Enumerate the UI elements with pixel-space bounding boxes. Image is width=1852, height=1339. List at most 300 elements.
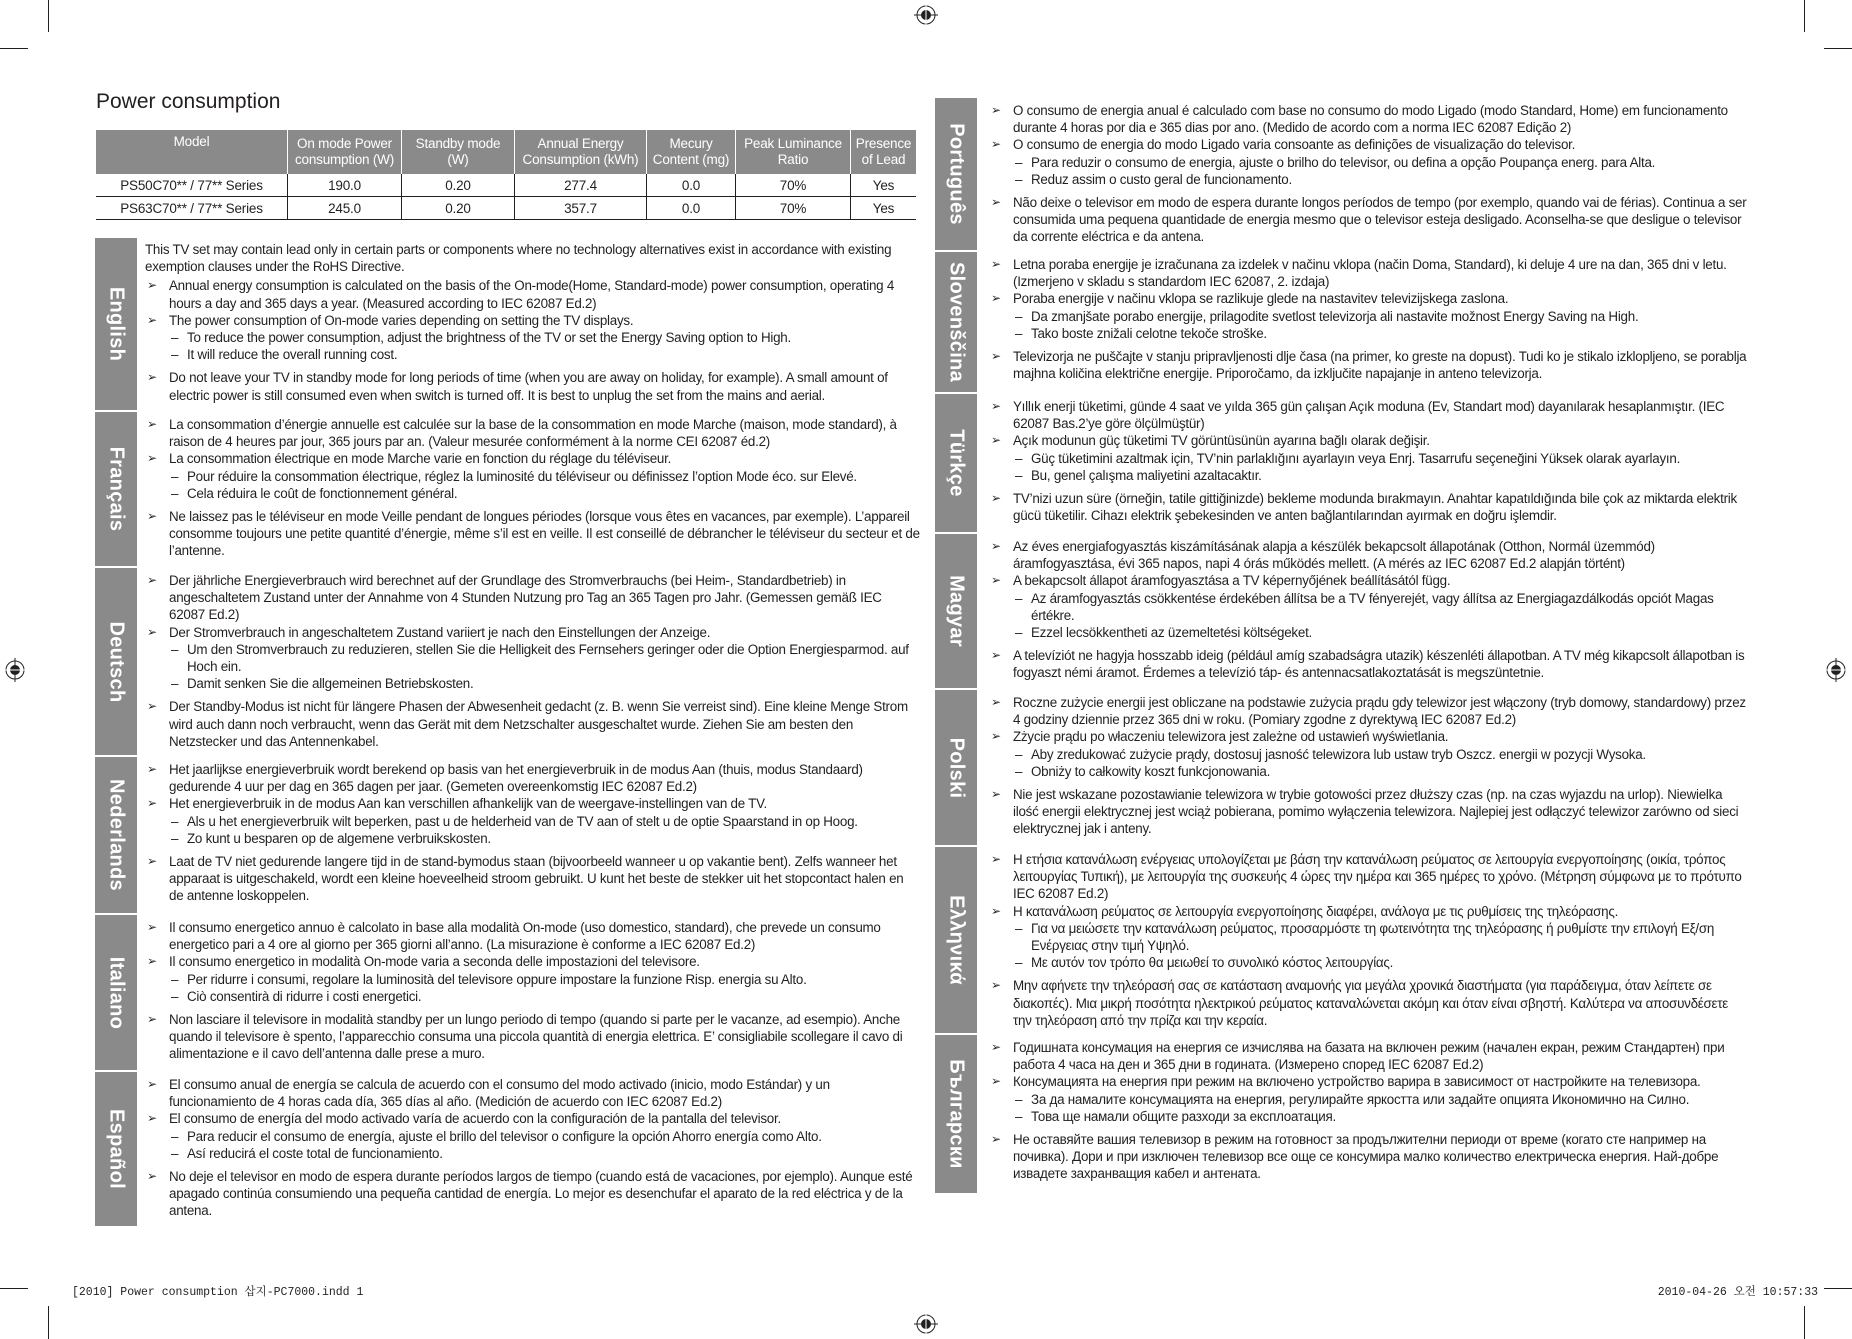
- sub-item-text: Για να μειώσετε την κατανάλωση ρεύματος, προσαρμόστε τη φωτεινότητα της τηλεόρασης ή ρυθμίστε την επιλογή Εξ/ση Ενέργειας στην τιμή Υψηλό.: [1031, 920, 1715, 954]
- item-text: TV’nizi uzun süre (örneğin, tatile gittiğinizde) bekleme modunda bırakmayın. Anahtar kapatıldığında bile çok az miktarda elektrik gücü tüketilir. Cihazı elektrik şebekesinden ve anten bağlantılarından ayırmak en doğru işlemdir.: [1013, 491, 1737, 524]
- sub-item: [145, 329, 920, 346]
- section-deutsch: [95, 568, 920, 755]
- sub-item-text: Aby zredukować zużycie prądy, dostosuj jasność telewizora lub ustaw tryb Oszcz. energii w pozycji Wysoka.: [1031, 746, 1646, 762]
- section-body: [145, 416, 920, 560]
- item-text: Do not leave your TV in standby mode for long periods of time (when you are away on holiday, for example). A small amount of electric power is still consumed even when switch is turned off. It is best to unplug the set from the mains and aerial.: [169, 370, 888, 403]
- sub-item: [145, 971, 920, 988]
- list-item: [989, 256, 1750, 290]
- item-text: Μην αφήνετε την τηλεόρασή σας σε κατάσταση αναμονής για μεγάλα χρονικά διαστήματα (για παράδειγμα, όταν λείπετε σε διακοπές). Μια μικρή ποσότητα ηλεκτρικού ρεύματος καταναλώνεται ακόμη και όταν είναι σβηστή. Καλύτερα να αποσυνδέσετε την τηλεόραση από την πρίζα και την κεραία.: [1013, 978, 1729, 1028]
- sub-item: [989, 450, 1750, 467]
- dash-icon: –: [1015, 1108, 1023, 1124]
- bullet-arrow-icon: ➢: [991, 491, 1001, 506]
- language-tab-label: Български: [945, 1059, 968, 1169]
- sub-item: [989, 624, 1750, 641]
- list-item: [989, 694, 1750, 728]
- language-tab-slovenscina: [935, 252, 977, 392]
- list-item: [145, 277, 920, 311]
- item-text: Не оставяйте вашия телевизор в режим на готовност за продължителни периоди от време (когато сте например на почивка). Дори и при изключен телевизор все още се консумира малко количество електрическа енергия. Най-добре извадете захранващия кабел и антената.: [1013, 1132, 1719, 1182]
- list-item: [145, 416, 920, 450]
- section-francais: [95, 412, 920, 566]
- list-item: [145, 698, 920, 750]
- crop-mark-bottom-right-horizontal: [1824, 1288, 1852, 1289]
- header-label: Standby mode: [415, 136, 501, 151]
- item-text: Der Stromverbrauch in angeschaltetem Zustand variiert je nach den Einstellungen der Anzeige.: [169, 624, 711, 640]
- item-text: Консумацията на енергия при режим на включено устройство варира в зависимост от настройките на телевизора.: [1013, 1074, 1701, 1090]
- sub-item-text: Para reducir el consumo de energía, ajuste el brillo del televisor o configure la opción Ahorro energía como Alto.: [187, 1128, 822, 1144]
- language-tab-label: Polski: [945, 737, 968, 798]
- list-item: [989, 786, 1750, 838]
- list-item: [145, 1076, 920, 1110]
- cell-on-mode-power: 190.0: [288, 174, 402, 197]
- bullet-arrow-icon: ➢: [147, 796, 157, 811]
- language-tab-english: [95, 238, 137, 410]
- header-annual-energy: [515, 130, 647, 174]
- dash-icon: –: [1015, 746, 1023, 762]
- bullet-arrow-icon: ➢: [147, 1169, 157, 1184]
- header-on-mode-power: [288, 130, 402, 174]
- sub-item: [989, 308, 1750, 325]
- dash-icon: –: [1015, 955, 1023, 971]
- dash-icon: –: [1015, 763, 1023, 779]
- header-label: Model: [173, 134, 210, 149]
- list-item: [145, 1168, 920, 1220]
- crop-mark-bottom-right-vertical: [1804, 1306, 1805, 1339]
- sub-item: [989, 171, 1750, 188]
- sub-item-text: За да намалите консумацията на енергия, регулирайте яркостта или задайте опцията Икономично на Силно.: [1031, 1091, 1690, 1107]
- section-italiano: [95, 915, 920, 1070]
- cell-on-mode-power: 245.0: [288, 197, 402, 220]
- bullet-arrow-icon: ➢: [147, 509, 157, 524]
- item-text: Nie jest wskazane pozostawianie telewizora w trybie gotowości przez dłuższy czas (np. na czas wyjazdu na urlop). Niewielka ilość energii elektrycznej jest wciąż pobierana, pomimo wyłączenia telewizora. Najlepiej jest odłączyć telewizor zarówno od sieci elektrycznej jak i anteny.: [1013, 787, 1739, 837]
- sub-item-text: Als u het energieverbruik wilt beperken, past u de helderheid van de TV aan of stelt u de optie Spaarstand in op Hoog.: [187, 813, 858, 829]
- section-magyar: [935, 534, 1750, 688]
- list-item: [145, 795, 920, 812]
- item-text: Het jaarlijkse energieverbruik wordt berekend op basis van het energieverbruik in de modus Aan (thuis, modus Standaard) gedurende 4 uur per dag en 365 dagen per jaar. (Gemeten overeenkomstig IEC 62087 Ed.2): [169, 762, 863, 795]
- list-item: [145, 853, 920, 905]
- sub-item-text: Ezzel lecsökkentheti az üzemeltetési költségeket.: [1031, 625, 1313, 641]
- list-item: [989, 1073, 1750, 1090]
- sub-item: [989, 1108, 1750, 1125]
- cell-peak-luminance: 70%: [736, 174, 851, 197]
- cell-annual-energy: 277.4: [515, 174, 647, 197]
- dash-icon: –: [171, 1128, 179, 1144]
- bullet-arrow-icon: ➢: [991, 195, 1001, 210]
- bullet-arrow-icon: ➢: [991, 978, 1001, 993]
- sub-item-text: Reduz assim o custo geral de funcionamento.: [1031, 171, 1292, 187]
- section-body: [145, 1076, 920, 1220]
- dash-icon: –: [171, 988, 179, 1004]
- item-text: Annual energy consumption is calculated on the basis of the On-mode(Home, Standard-mode) power consumption, operating 4 hours a day and 365 days a year. (Measured according to IEC 62087 Ed.2): [169, 278, 895, 311]
- bullet-arrow-icon: ➢: [991, 257, 1001, 271]
- list-item: [145, 919, 920, 953]
- sub-item-text: It will reduce the overall running cost.: [187, 347, 398, 363]
- registration-mark-icon: [914, 3, 938, 27]
- dash-icon: –: [1015, 625, 1023, 641]
- cell-mercury: 0.0: [647, 197, 736, 220]
- sub-item: [989, 590, 1750, 624]
- language-tab-label: Slovenščina: [945, 261, 968, 383]
- item-text: Il consumo energetico in modalità On-mode varia a seconda delle impostazioni del televisore.: [169, 954, 700, 970]
- section-slovenscina: [935, 252, 1750, 392]
- sub-item: [145, 346, 920, 363]
- bullet-arrow-icon: ➢: [991, 1074, 1001, 1089]
- sub-item: [145, 813, 920, 830]
- list-item: [145, 450, 920, 467]
- language-tab-label: Español: [105, 1109, 128, 1189]
- language-tab-label: English: [105, 286, 128, 362]
- language-tab-label: Italiano: [105, 956, 128, 1029]
- registration-mark-icon: [1824, 658, 1848, 682]
- list-item: [145, 508, 920, 560]
- cell-peak-luminance: 70%: [736, 197, 851, 220]
- item-text: Il consumo energetico annuo è calcolato in base alla modalità On-mode (uso domestico, standard), che prevede un consumo energetico pari a 4 ore al giorno per 365 giorni all’anno. (La misurazione è conforme a IEC 62087 Ed.2): [169, 920, 881, 953]
- bullet-arrow-icon: ➢: [147, 920, 157, 934]
- table-header-row: [96, 130, 916, 174]
- section-espanol: [95, 1072, 920, 1226]
- item-text: Het energieverbruik in de modus Aan kan verschillen afhankelijk van de weergave-instellingen van de TV.: [169, 796, 768, 812]
- header-presence-of-lead: [851, 130, 917, 174]
- sub-item: [145, 485, 920, 502]
- dash-icon: –: [1015, 467, 1023, 483]
- section-body: [989, 538, 1750, 682]
- list-item: [145, 1011, 920, 1063]
- list-item: [989, 136, 1750, 153]
- list-item: [145, 953, 920, 970]
- list-item: [145, 312, 920, 329]
- header-label: (W): [447, 152, 469, 167]
- item-text: Ne laissez pas le téléviseur en mode Veille pendant de longues périodes (lorsque vous êtes en vacances, par exemple). L’appareil consomme toujours une petite quantité d’énergie, même s’il est en veille. Il est conseillé de débrancher le téléviseur du secteur et de l’antenne.: [169, 509, 920, 559]
- header-label: Peak Luminance: [744, 136, 842, 151]
- section-body: [145, 761, 920, 905]
- crop-mark-top-left-horizontal: [0, 48, 28, 49]
- header-label: Ratio: [777, 152, 809, 167]
- language-tab-label: Deutsch: [105, 620, 128, 703]
- item-text: Yıllık enerji tüketimi, günde 4 saat ve yılda 365 gün çalışan Açık moduna (Ev, Standart mod) dayanılarak hesaplanmıştır. (IEC 62087 Bas.2’ye göre ölçülmüştür): [1013, 399, 1725, 432]
- bullet-arrow-icon: ➢: [991, 573, 1001, 588]
- header-label: Consumption (kWh): [522, 152, 639, 167]
- dash-icon: –: [171, 813, 179, 829]
- item-text: El consumo anual de energía se calcula de acuerdo con el consumo del modo activado (inicio, modo Estándar) y un funcionamiento de 4 horas cada día, 365 días al año. (Medición de acuerdo con IEC 62087 Ed.2): [169, 1077, 830, 1110]
- list-item: [989, 538, 1750, 572]
- list-item: [989, 490, 1750, 524]
- list-item: [989, 102, 1750, 136]
- bullet-arrow-icon: ➢: [991, 433, 1001, 448]
- item-text: El consumo de energía del modo activado varía de acuerdo con la configuración de la pantalla del televisor.: [169, 1111, 781, 1127]
- item-text: A bekapcsolt állapot áramfogyasztása a TV képernyőjének beállításától függ.: [1013, 573, 1451, 589]
- sub-item: [989, 1091, 1750, 1108]
- crop-mark-top-right-horizontal: [1824, 48, 1852, 49]
- sub-item-text: Para reduzir o consumo de energia, ajuste o brilho do televisor, ou defina a opção Poupança energ. para Alta.: [1031, 154, 1656, 170]
- sub-item-text: Da zmanjšate porabo energije, prilagodite svetlost televizorja ali nastavite možnost Energy Saving na High.: [1031, 308, 1639, 324]
- list-item: [989, 728, 1750, 745]
- language-tab-label: Magyar: [945, 575, 968, 647]
- list-item: [145, 369, 920, 403]
- header-model: [96, 130, 288, 174]
- list-item: [989, 647, 1750, 681]
- sub-item-text: Cela réduira le coût de fonctionnement général.: [187, 485, 458, 501]
- bullet-arrow-icon: ➢: [991, 648, 1001, 663]
- item-text: Non lasciare il televisore in modalità standby per un lungo periodo di tempo (quando si parte per le vacanze, ad esempio). Anche quando il televisore è spento, l’apparecchio consuma una piccola quantità di energia elettrica. E’ consigliabile scollegare il cavo di alimentazione e il cavo dell’antenna dalle prese a muro.: [169, 1012, 903, 1062]
- bullet-arrow-icon: ➢: [991, 852, 1001, 866]
- sub-item-text: Um den Stromverbrauch zu reduzieren, stellen Sie die Helligkeit des Fernsehers geringer oder die Option Energiesparmod. auf Hoch ein.: [187, 641, 909, 675]
- section-body: [989, 102, 1750, 246]
- bullet-arrow-icon: ➢: [147, 954, 157, 969]
- sub-item-text: Bu, genel çalışma maliyetini azaltacaktır.: [1031, 467, 1262, 483]
- sub-item: [989, 920, 1750, 954]
- table-row: [96, 174, 916, 197]
- sub-item-text: Zo kunt u besparen op de algemene verbruikskosten.: [187, 830, 491, 846]
- dash-icon: –: [171, 347, 179, 363]
- dash-icon: –: [171, 468, 179, 484]
- cell-model: PS50C70** / 77** Series: [96, 174, 288, 197]
- section-portugues: [935, 98, 1750, 250]
- section-nederlands: [95, 757, 920, 913]
- item-text: No deje el televisor en modo de espera durante períodos largos de tiempo (cuando está de vacaciones, por ejemplo). Aunque esté apagado continúa consumiendo una pequeña cantidad de energía. Lo mejor es desenchufar el aparato de la red eléctrica y de la antena.: [169, 1169, 913, 1219]
- sub-item: [145, 830, 920, 847]
- dash-icon: –: [171, 330, 179, 346]
- sub-item: [145, 675, 920, 692]
- bullet-arrow-icon: ➢: [991, 695, 1001, 709]
- item-text: Poraba energije v načinu vklopa se razlikuje glede na nastavitev televizijskega zaslona.: [1013, 291, 1509, 307]
- section-body: [145, 241, 920, 404]
- dash-icon: –: [171, 485, 179, 501]
- section-polski: [935, 690, 1750, 845]
- list-item: [989, 903, 1750, 920]
- sub-item-text: Με αυτόν τον τρόπο θα μειωθεί το συνολικό κόστος λειτουργίας.: [1031, 955, 1394, 971]
- cell-annual-energy: 357.7: [515, 197, 647, 220]
- bullet-arrow-icon: ➢: [147, 451, 157, 466]
- section-english: [95, 238, 920, 410]
- language-tab-balgarski: [935, 1035, 977, 1193]
- cell-model: PS63C70** / 77** Series: [96, 197, 288, 220]
- item-text: Não deixe o televisor em modo de espera durante longos períodos de tempo (por exemplo, quando vai de férias). Continua a ser consumida uma pequena quantidade de energia mesmo que o televisor esteja desligado. Aconselha-se que desligue o televisor da corrente eléctrica e da antena.: [1013, 195, 1747, 245]
- sub-item: [989, 954, 1750, 971]
- cell-lead: Yes: [851, 197, 917, 220]
- item-text: Az éves energiafogyasztás kiszámításának alapja a készülék bekapcsolt állapotának (Otthon, Normál üzemmód) áramfogyasztása, évi 365 napos, napi 4 órás működés mellett. (A mérés az IEC 62087 Ed.2 alapján történt): [1013, 539, 1655, 572]
- bullet-arrow-icon: ➢: [991, 291, 1001, 306]
- dash-icon: –: [1015, 920, 1023, 936]
- item-text: Roczne zużycie energii jest obliczane na podstawie zużycia prądu gdy telewizor jest włączony (tryb domowy, standardowy) przez 4 godziny dziennie przez 365 dni w roku. (Pomiary zgodne z dyrektywą IEC 62087 Ed.2): [1013, 695, 1746, 728]
- list-item: [145, 761, 920, 795]
- section-body: [989, 851, 1750, 1029]
- dash-icon: –: [1015, 154, 1023, 170]
- dash-icon: –: [171, 830, 179, 846]
- language-tab-ellinika: [935, 847, 977, 1033]
- bullet-arrow-icon: ➢: [991, 787, 1001, 802]
- sub-item: [145, 641, 920, 675]
- sub-item-text: Damit senken Sie die allgemeinen Betriebskosten.: [187, 676, 474, 692]
- bullet-arrow-icon: ➢: [991, 729, 1001, 744]
- dash-icon: –: [171, 641, 179, 657]
- dash-icon: –: [1015, 450, 1023, 466]
- bullet-arrow-icon: ➢: [147, 417, 157, 431]
- dash-icon: –: [171, 1145, 179, 1161]
- sub-item-text: Per ridurre i consumi, regolare la luminosità del televisore oppure impostare la funzione Risp. energia su Alto.: [187, 971, 807, 987]
- item-text: Der jährliche Energieverbrauch wird berechnet auf der Grundlage des Stromverbrauchs (bei Heim-, Standardbetrieb) in angeschaltetem Zustand unter der Annahme von 4 Stunden Nutzung pro Tag an 365 Tagen pro Jahr. (Gemessen gemäß IEC 62087 Ed.2): [169, 573, 882, 623]
- item-text: Açık modunun güç tüketimi TV görüntüsünün ayarına bağlı olarak değişir.: [1013, 433, 1430, 449]
- sub-item-text: Tako boste znižali celotne tekoče stroške.: [1031, 325, 1267, 341]
- sub-item-text: Obniży to całkowity koszt funkcjonowania.: [1031, 763, 1271, 779]
- list-item: [145, 624, 920, 641]
- cell-mercury: 0.0: [647, 174, 736, 197]
- sub-item: [145, 1128, 920, 1145]
- section-body: [145, 572, 920, 750]
- header-label: On mode Power: [297, 136, 392, 151]
- footer-timestamp: 2010-04-26 오전 10:57:33: [1657, 1286, 1818, 1299]
- sub-item: [145, 468, 920, 485]
- language-tab-turkce: [935, 394, 977, 532]
- bullet-arrow-icon: ➢: [147, 278, 157, 293]
- bullet-arrow-icon: ➢: [991, 137, 1001, 152]
- language-tab-label: Português: [945, 123, 968, 225]
- section-body: [989, 694, 1750, 838]
- bullet-arrow-icon: ➢: [991, 103, 1001, 117]
- bullet-arrow-icon: ➢: [147, 624, 157, 639]
- item-text: La consommation d’énergie annuelle est calculée sur la base de la consommation en mode Marche (maison, mode standard), à raison de 4 heures par jour, 365 jours par an. (Valeur mesurée conformément à la norme CEI 62087 éd.2): [169, 417, 897, 450]
- section-body: [989, 1039, 1750, 1183]
- list-item: [989, 851, 1750, 903]
- language-tab-label: Français: [105, 446, 128, 532]
- sub-item-text: Pour réduire la consommation électrique, réglez la luminosité du téléviseur ou définissez l’option Mode éco. sur Elevé.: [187, 468, 857, 484]
- bullet-arrow-icon: ➢: [147, 573, 157, 587]
- cell-standby: 0.20: [402, 174, 515, 197]
- registration-mark-icon: [914, 1312, 938, 1336]
- item-text: Η ετήσια κατανάλωση ενέργειας υπολογίζεται με βάση την κατανάλωση ρεύματος σε λειτουργία ενεργοποίησης (οικία, τρόπος λειτουργίας Τυπική), με λειτουργία της συσκευής 4 ώρες την ημέρα και 365 ημέρες το χρόνο. (Μέτρηση σύμφωνα με το πρότυπο IEC 62087 Ed.2): [1013, 852, 1742, 902]
- crop-mark-top-left-vertical: [48, 0, 49, 32]
- sub-item-text: Así reducirá el coste total de funcionamiento.: [187, 1145, 443, 1161]
- list-item: [145, 1110, 920, 1127]
- sub-item-text: Az áramfogyasztás csökkentése érdekében állítsa be a TV fényerejét, vagy állítsa az Energiagazdálkodás opciót Magas értékre.: [1031, 590, 1714, 623]
- item-text: The power consumption of On-mode varies depending on setting the TV displays.: [169, 312, 634, 328]
- header-label: consumption (W): [294, 152, 395, 167]
- dash-icon: –: [1015, 308, 1023, 324]
- dash-icon: –: [1015, 325, 1023, 341]
- header-peak-luminance: [736, 130, 851, 174]
- item-text: Televizorja ne puščajte v stanju pripravljenosti dlje časa (na primer, ko greste na dopust). Tudi ko je stikalo izklopljeno, se porablja majhna količina električne energije. Priporočamo, da izključite napajanje in anteno televizorja.: [1013, 349, 1747, 382]
- header-label: Annual Energy: [537, 136, 624, 151]
- list-item: [989, 572, 1750, 589]
- item-text: Letna poraba energije je izračunana za izdelek v načinu vklopa (način Doma, Standard), ki deluje 4 ure na dan, 365 dni v letu. (Izmerjeno v skladu s standardom IEC 62087, 2. izdaja): [1013, 257, 1727, 290]
- item-text: O consumo de energia anual é calculado com base no consumo do modo Ligado (modo Standard, Home) em funcionamento durante 4 horas por dia e 365 dias por ano. (Medido de acordo com a norma IEC 62087 Edição 2): [1013, 103, 1728, 136]
- item-text: La consommation électrique en mode Marche varie en fonction du réglage du téléviseur.: [169, 451, 672, 467]
- item-text: A televíziót ne hagyja hosszabb ideig (például amíg szabadságra utazik) készenléti állapotban. A TV még kikapcsolt állapotban is fogyaszt némi áramot. Érdemes a televízió táp- és antennacsatlakoztatását is megszüntetnie.: [1013, 648, 1745, 681]
- list-item: [989, 290, 1750, 307]
- header-label: Content (mg): [652, 152, 730, 167]
- sub-item: [989, 467, 1750, 484]
- item-text: Zżycie prądu po właczeniu telewizora jest zależne od ustawień wyświetlania.: [1013, 729, 1449, 745]
- bullet-arrow-icon: ➢: [991, 1040, 1001, 1054]
- section-balgarski: [935, 1035, 1750, 1193]
- dash-icon: –: [1015, 1091, 1023, 1107]
- list-item: [989, 1131, 1750, 1183]
- section-body: [989, 398, 1750, 524]
- table-row: [96, 197, 916, 220]
- bullet-arrow-icon: ➢: [147, 370, 157, 385]
- bullet-arrow-icon: ➢: [991, 349, 1001, 364]
- sub-item: [145, 988, 920, 1005]
- language-tab-magyar: [935, 534, 977, 688]
- list-item: [989, 194, 1750, 246]
- page-title: Power consumption: [96, 90, 281, 113]
- language-tab-italiano: [95, 915, 137, 1070]
- sub-item: [989, 325, 1750, 342]
- bullet-arrow-icon: ➢: [147, 699, 157, 714]
- item-text: Laat de TV niet gedurende langere tijd in de stand-bymodus staan (bijvoorbeeld wanneer u op vakantie bent). Zelfs wanneer het apparaat is uitgeschakeld, wordt een kleine hoeveelheid stroom gebruikt. U kunt het beste de stekker uit het stopcontact halen en de antenne loskoppelen.: [169, 854, 904, 904]
- list-item: [989, 1039, 1750, 1073]
- crop-mark-bottom-left-vertical: [48, 1306, 49, 1339]
- language-tab-label: Nederlands: [105, 779, 128, 891]
- power-consumption-table: [96, 130, 916, 220]
- list-item: [989, 432, 1750, 449]
- bullet-arrow-icon: ➢: [991, 399, 1001, 413]
- header-label: Mecury: [669, 136, 713, 151]
- item-text: O consumo de energia do modo Ligado varia consoante as definições de visualização do televisor.: [1013, 137, 1576, 153]
- sub-item-text: Güç tüketimini azaltmak için, TV’nin parlaklığını ayarlayın veya Enrj. Tasarrufu seçeneğini Yüksek olarak ayarlayın.: [1031, 450, 1681, 466]
- section-body: [145, 919, 920, 1063]
- section-ellinika: [935, 847, 1750, 1033]
- registration-mark-icon: [3, 658, 27, 682]
- dash-icon: –: [171, 971, 179, 987]
- sub-item: [145, 1145, 920, 1162]
- language-tab-francais: [95, 412, 137, 566]
- dash-icon: –: [1015, 171, 1023, 187]
- item-text: Годишната консумация на енергия се изчислява на базата на включен режим (начален екран, режим Стандартен) при работа 4 часа на ден и 365 дни в годината. (Измерено според IEC 62087 Ed.2): [1013, 1040, 1725, 1073]
- crop-mark-top-right-vertical: [1804, 0, 1805, 32]
- bullet-arrow-icon: ➢: [147, 312, 157, 327]
- crop-mark-bottom-left-horizontal: [0, 1288, 28, 1289]
- bullet-arrow-icon: ➢: [147, 1111, 157, 1126]
- section-turkce: [935, 394, 1750, 532]
- sub-item-text: Ciò consentirà di ridurre i costi energetici.: [187, 988, 422, 1004]
- item-text: Η κατανάλωση ρεύματος σε λειτουργία ενεργοποίησης διαφέρει, ανάλογα με τις ρυθμίσεις της τηλεόρασης.: [1013, 903, 1619, 919]
- list-item: [989, 977, 1750, 1029]
- bullet-arrow-icon: ➢: [147, 762, 157, 776]
- language-tab-label: Ελληνικά: [945, 895, 968, 985]
- bullet-arrow-icon: ➢: [147, 1012, 157, 1027]
- list-item: [989, 398, 1750, 432]
- intro-text: This TV set may contain lead only in certain parts or components where no technology alternatives exist in accordance with existing exemption clauses under the RoHS Directive.: [145, 242, 892, 275]
- language-tab-nederlands: [95, 757, 137, 913]
- cell-standby: 0.20: [402, 197, 515, 220]
- header-label: of Lead: [861, 152, 906, 167]
- cell-lead: Yes: [851, 174, 917, 197]
- item-text: Der Standby-Modus ist nicht für längere Phasen der Abwesenheit gedacht (z. B. wenn Sie verreist sind). Eine kleine Menge Strom wird auch dann noch verbraucht, wenn das Gerät mit dem Netzschalter ausgeschaltet wurde. Ziehen Sie am besten den Netzstecker und das Antennenkabel.: [169, 699, 908, 749]
- sub-item: [989, 746, 1750, 763]
- language-tab-espanol: [95, 1072, 137, 1226]
- bullet-arrow-icon: ➢: [991, 539, 1001, 553]
- bullet-arrow-icon: ➢: [147, 854, 157, 869]
- sub-item: [989, 763, 1750, 780]
- header-label: Presence: [855, 136, 912, 151]
- section-body: [989, 256, 1750, 382]
- list-item: [145, 572, 920, 624]
- bullet-arrow-icon: ➢: [991, 903, 1001, 918]
- header-mercury-content: [647, 130, 736, 174]
- sub-item-text: Това ще намали общите разходи за експлоатация.: [1031, 1108, 1336, 1124]
- footer-file-info: [2010] Power consumption 삽지-PC7000.indd 1: [72, 1286, 364, 1299]
- language-tab-deutsch: [95, 568, 137, 755]
- bullet-arrow-icon: ➢: [991, 1132, 1001, 1147]
- language-tab-portugues: [935, 98, 977, 250]
- sub-item-text: To reduce the power consumption, adjust the brightness of the TV or set the Energy Saving option to High.: [187, 330, 791, 346]
- sub-item: [989, 154, 1750, 171]
- dash-icon: –: [171, 676, 179, 692]
- header-standby-mode: [402, 130, 515, 174]
- bullet-arrow-icon: ➢: [147, 1077, 157, 1091]
- language-tab-label: Türkçe: [945, 429, 968, 497]
- list-item: [989, 348, 1750, 382]
- dash-icon: –: [1015, 590, 1023, 606]
